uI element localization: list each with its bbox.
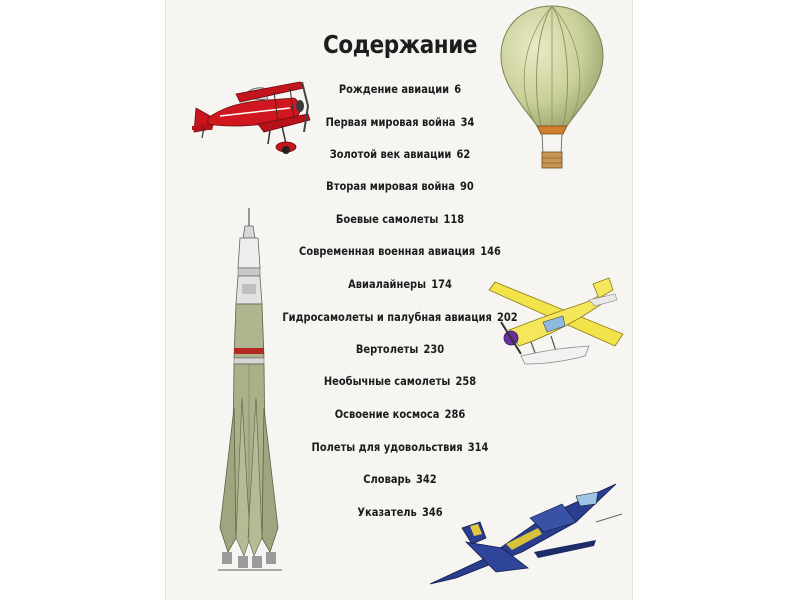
rocket-icon <box>218 208 298 574</box>
toc-entry-page: 202 <box>497 310 518 324</box>
toc-entry-page: 230 <box>423 342 445 356</box>
page-title: Содержание <box>323 30 477 59</box>
toc-entry-page: 258 <box>455 374 477 388</box>
toc-entry <box>56 407 744 421</box>
toc-entry-page: 62 <box>456 147 471 161</box>
toc-entry-label: Полеты для удовольствия <box>311 440 463 454</box>
toc-entry <box>56 505 744 519</box>
toc-entry-label: Вертолеты <box>355 342 419 356</box>
toc-entry <box>56 115 744 129</box>
toc-entry-label: Указатель <box>357 505 417 519</box>
toc-entry-page: 146 <box>480 244 501 258</box>
toc-entry <box>56 472 744 486</box>
toc-entry-page: 90 <box>460 179 474 193</box>
fighter-jet-icon <box>426 482 622 588</box>
toc-entry <box>56 277 744 291</box>
toc-entry-page: 174 <box>431 277 452 291</box>
toc-entry-label: Гидросамолеты и палубная авиация <box>282 310 492 324</box>
toc-entry <box>56 244 744 258</box>
toc-entry-page: 342 <box>416 472 437 486</box>
biplane-icon <box>190 72 320 162</box>
toc-entry-label: Современная военная авиация <box>299 244 476 258</box>
toc-entry <box>56 440 744 454</box>
toc-entry-label: Рождение авиации <box>338 82 450 96</box>
toc-entry <box>56 147 744 161</box>
toc-entry-label: Первая мировая война <box>325 115 456 129</box>
toc-entry <box>56 179 744 193</box>
toc-entry-label: Золотой век авиации <box>329 147 452 161</box>
toc-entry <box>56 82 744 96</box>
toc-entry <box>56 212 744 226</box>
toc-entry-label: Боевые самолеты <box>335 212 439 226</box>
toc-entry-label: Авиалайнеры <box>348 277 427 291</box>
toc-entry-label: Необычные самолеты <box>323 374 451 388</box>
toc-entry-page: 314 <box>467 440 489 454</box>
toc-entry <box>56 310 744 324</box>
toc-entry <box>56 374 744 388</box>
toc-entry-page: 286 <box>444 407 466 421</box>
seaplane-icon <box>485 276 629 370</box>
toc-entry-label: Вторая мировая война <box>326 179 455 193</box>
toc-entry-label: Словарь <box>363 472 411 486</box>
toc-entry-label: Освоение космоса <box>334 407 440 421</box>
toc-entry-page: 118 <box>443 212 465 226</box>
hot-air-balloon-icon <box>497 2 607 174</box>
toc-entry-page: 6 <box>454 82 462 96</box>
toc-entry-page: 346 <box>421 505 443 519</box>
toc-entry-page: 34 <box>460 115 475 129</box>
toc-entry <box>56 342 744 356</box>
